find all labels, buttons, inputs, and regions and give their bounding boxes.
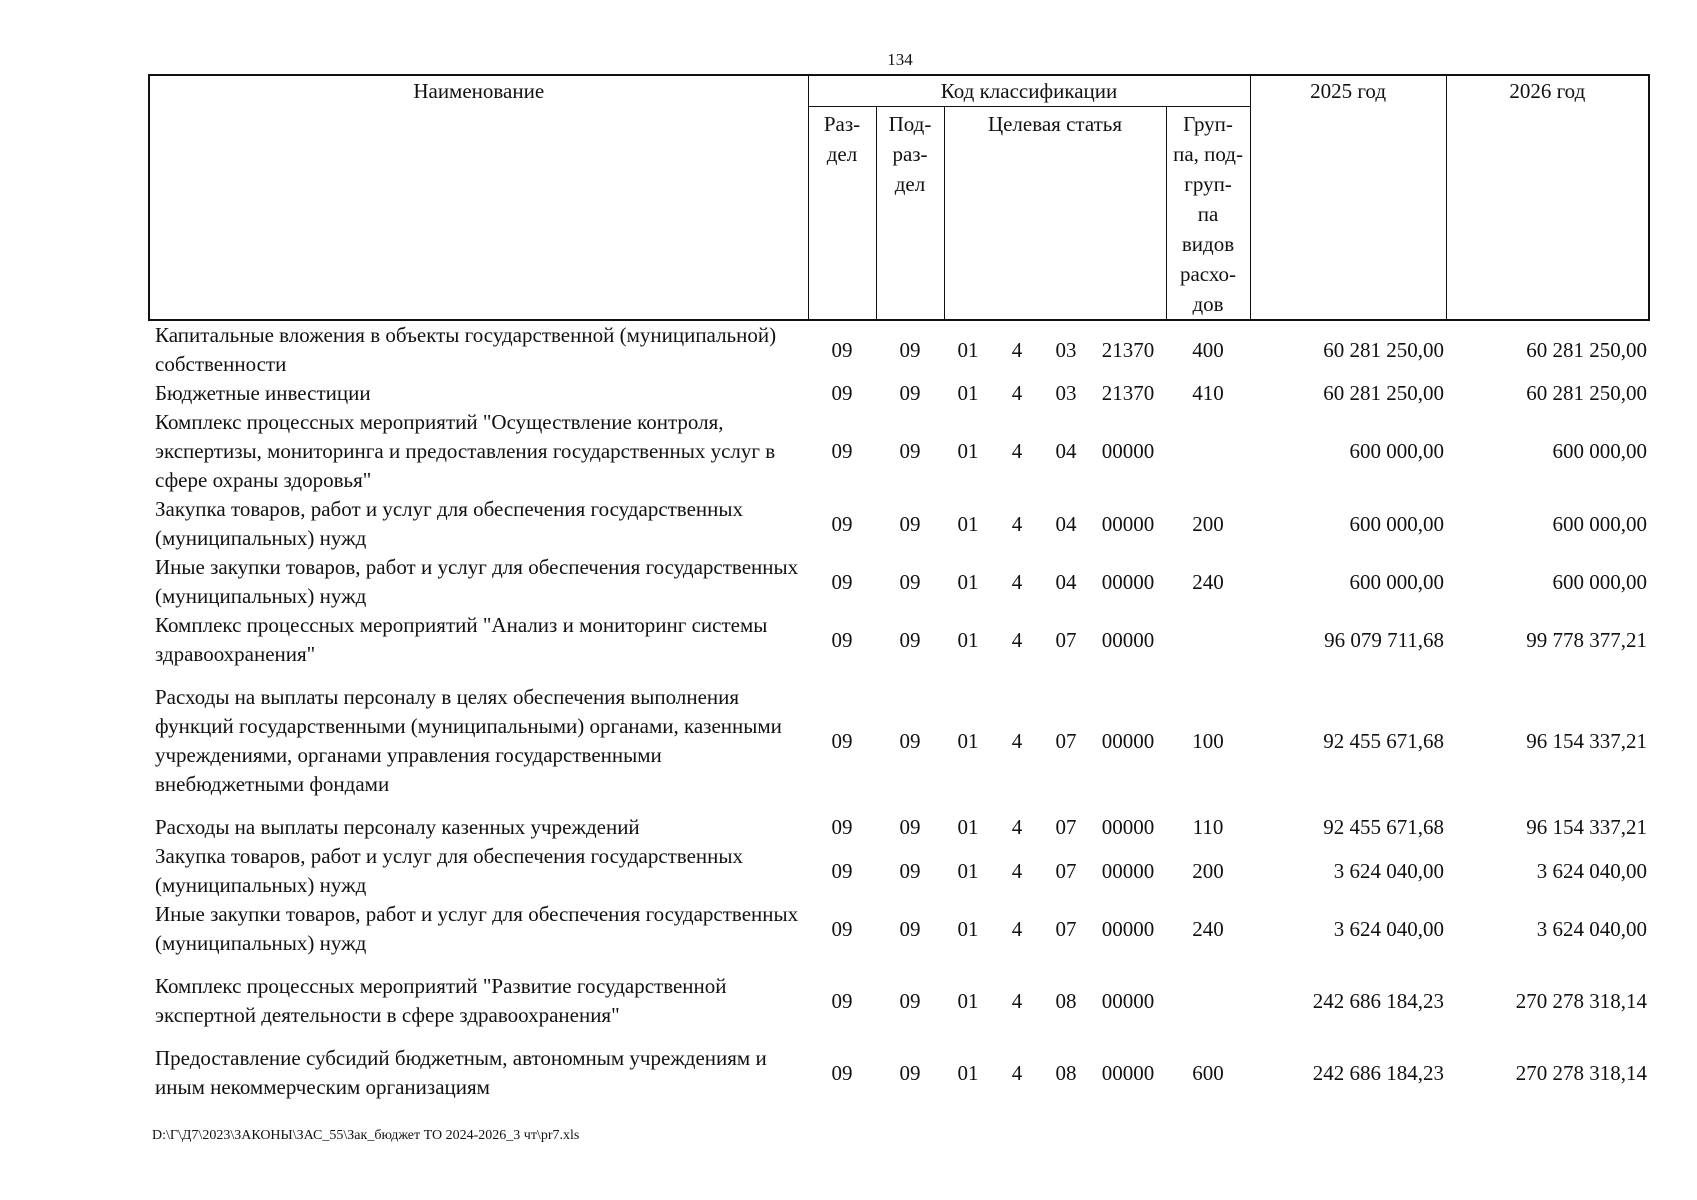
row-program: 01 [957, 337, 979, 362]
row-podrazdel: 09 [899, 1060, 921, 1085]
row-amount-2025: 92 455 671,68 [1323, 815, 1445, 839]
row-program: 01 [957, 916, 979, 941]
row-vid-rashodov: 240 [1192, 916, 1224, 941]
row-complex: 08 [1055, 988, 1077, 1013]
row-name: Расходы на выплаты персоналу в целях обеспечения выполнения функций государственными (муниципальными) органами, казенными учреждениями, органами управления государственными внебюджетными фондами [155, 685, 782, 796]
row-name: Иные закупки товаров, работ и услуг для обеспечения государственных (муниципальных) нужд [155, 555, 799, 608]
header-podrazdel-line: дел [894, 172, 926, 196]
table-row [149, 495, 1649, 553]
row-type: 4 [1011, 627, 1023, 652]
row-razdel: 09 [831, 988, 853, 1013]
header-gruppa [1166, 107, 1250, 321]
header-razdel-line: дел [826, 142, 858, 166]
row-amount-2026: 3 624 040,00 [1536, 858, 1648, 883]
header-name: Наименование [149, 75, 808, 320]
row-amount-2026: 270 278 318,14 [1515, 1060, 1648, 1085]
header-podrazdel-line: Под- [888, 112, 932, 136]
row-amount-2026: 270 278 318,14 [1515, 988, 1648, 1013]
row-vid-rashodov [1166, 972, 1250, 1044]
row-type: 4 [1011, 1060, 1023, 1085]
row-complex: 04 [1055, 439, 1077, 463]
row-type: 4 [1011, 728, 1023, 753]
row-vid-rashodov [1166, 408, 1250, 495]
row-direction: 00000 [1101, 1060, 1155, 1085]
row-name: Комплекс процессных мероприятий "Анализ и мониторинг системы здравоохранения" [155, 613, 768, 666]
header-razdel [808, 107, 876, 321]
row-amount-2025: 3 624 040,00 [1333, 858, 1445, 883]
table-row [149, 408, 1649, 495]
row-name: Комплекс процессных мероприятий "Осуществление контроля, экспертизы, мониторинга и предоставления государственных услуг в сфере охраны здоровья" [155, 410, 776, 492]
row-razdel: 09 [831, 569, 853, 594]
row-complex: 03 [1055, 337, 1077, 362]
row-amount-2025: 96 079 711,68 [1324, 627, 1445, 652]
row-podrazdel: 09 [899, 511, 921, 536]
row-name: Предоставление субсидий бюджетным, автономным учреждениям и иным некоммерческим организациям [155, 1046, 767, 1099]
row-type: 4 [1011, 381, 1023, 405]
row-vid-rashodov [1166, 611, 1250, 683]
row-amount-2026: 99 778 377,21 [1526, 627, 1648, 652]
row-program: 01 [957, 381, 979, 405]
row-name: Закупка товаров, работ и услуг для обеспечения государственных (муниципальных) нужд [155, 497, 744, 550]
row-podrazdel: 09 [899, 988, 921, 1013]
row-direction: 00000 [1101, 511, 1155, 536]
row-direction: 21370 [1101, 337, 1155, 362]
row-program: 01 [957, 439, 979, 463]
row-amount-2025: 600 000,00 [1349, 569, 1445, 594]
row-type: 4 [1011, 988, 1023, 1013]
row-amount-2025: 600 000,00 [1349, 511, 1445, 536]
row-podrazdel: 09 [899, 439, 921, 463]
header-gruppa-line: дов [1192, 292, 1224, 316]
row-complex: 07 [1055, 916, 1077, 941]
table-row [149, 379, 1649, 408]
row-amount-2026: 600 000,00 [1552, 569, 1648, 594]
row-razdel: 09 [831, 337, 853, 362]
row-direction: 00000 [1101, 728, 1155, 753]
row-amount-2025: 60 281 250,00 [1323, 337, 1445, 362]
row-complex: 07 [1055, 858, 1077, 883]
header-gruppa-line: видов [1181, 232, 1235, 256]
row-type: 4 [1011, 439, 1023, 463]
row-complex: 08 [1055, 1060, 1077, 1085]
row-complex: 07 [1055, 728, 1077, 753]
row-podrazdel: 09 [899, 728, 921, 753]
row-direction: 00000 [1101, 988, 1155, 1013]
row-name: Расходы на выплаты персоналу казенных учреждений [155, 815, 640, 839]
row-direction: 00000 [1101, 858, 1155, 883]
header-gruppa-line: па [1197, 202, 1219, 226]
row-vid-rashodov: 110 [1192, 815, 1224, 839]
row-complex: 04 [1055, 511, 1077, 536]
row-razdel: 09 [831, 728, 853, 753]
row-vid-rashodov: 400 [1192, 337, 1224, 362]
row-type: 4 [1011, 569, 1023, 594]
header-year-2026: 2026 год [1446, 75, 1649, 320]
header-podrazdel [876, 107, 944, 321]
header-podrazdel-line: раз- [892, 142, 928, 166]
table-row [149, 553, 1649, 611]
row-direction: 00000 [1101, 439, 1155, 463]
table-row [149, 611, 1649, 683]
row-razdel: 09 [831, 439, 853, 463]
row-vid-rashodov: 100 [1192, 728, 1224, 753]
header-gruppa-line: груп- [1184, 172, 1232, 196]
row-program: 01 [957, 627, 979, 652]
table-row [149, 320, 1649, 379]
row-name: Капитальные вложения в объекты государственной (муниципальной) собственности [155, 323, 777, 376]
table-header [149, 75, 1649, 320]
table-body [149, 320, 1649, 1102]
row-vid-rashodov: 600 [1192, 1060, 1224, 1085]
header-gruppa-line: Груп- [1183, 112, 1233, 136]
header-gruppa-line: па, под- [1173, 142, 1243, 166]
row-amount-2025: 3 624 040,00 [1333, 916, 1445, 941]
row-amount-2026: 96 154 337,21 [1526, 728, 1648, 753]
table-row [149, 683, 1649, 813]
budget-table [148, 74, 1650, 1102]
row-program: 01 [957, 815, 979, 839]
row-amount-2026: 96 154 337,21 [1526, 815, 1648, 839]
row-type: 4 [1011, 916, 1023, 941]
row-razdel: 09 [831, 627, 853, 652]
row-program: 01 [957, 858, 979, 883]
row-razdel: 09 [831, 916, 853, 941]
row-complex: 07 [1055, 627, 1077, 652]
row-razdel: 09 [831, 815, 853, 839]
row-amount-2025: 242 686 184,23 [1312, 1060, 1445, 1085]
row-type: 4 [1011, 511, 1023, 536]
row-podrazdel: 09 [899, 858, 921, 883]
row-name: Иные закупки товаров, работ и услуг для обеспечения государственных (муниципальных) нужд [155, 902, 799, 955]
row-name: Комплекс процессных мероприятий "Развитие государственной экспертной деятельности в сфере здравоохранения" [155, 974, 727, 1027]
row-razdel: 09 [831, 381, 853, 405]
budget-table-wrapper [148, 74, 1648, 1102]
row-complex: 07 [1055, 815, 1077, 839]
row-amount-2026: 60 281 250,00 [1526, 337, 1648, 362]
row-amount-2026: 60 281 250,00 [1526, 381, 1648, 405]
row-vid-rashodov: 240 [1192, 569, 1224, 594]
row-direction: 00000 [1101, 815, 1155, 839]
row-amount-2025: 600 000,00 [1349, 439, 1445, 463]
table-row [149, 900, 1649, 972]
header-year-2025: 2025 год [1250, 75, 1446, 320]
row-podrazdel: 09 [899, 815, 921, 839]
row-program: 01 [957, 569, 979, 594]
file-path-footer: D:\Г\Д7\2023\ЗАКОНЫ\ЗАС_55\Зак_бюджет ТО 2024-2026_3 чт\pr7.xls [152, 1128, 580, 1143]
page-number: 134 [887, 50, 913, 69]
row-amount-2026: 3 624 040,00 [1536, 916, 1648, 941]
row-complex: 04 [1055, 569, 1077, 594]
row-type: 4 [1011, 337, 1023, 362]
row-amount-2026: 600 000,00 [1552, 511, 1648, 536]
row-vid-rashodov: 410 [1192, 381, 1224, 405]
table-row [149, 813, 1649, 842]
row-podrazdel: 09 [899, 381, 921, 405]
row-razdel: 09 [831, 1060, 853, 1085]
row-program: 01 [957, 988, 979, 1013]
row-podrazdel: 09 [899, 627, 921, 652]
row-amount-2025: 60 281 250,00 [1323, 381, 1445, 405]
header-gruppa-line: расхо- [1179, 262, 1237, 286]
row-razdel: 09 [831, 511, 853, 536]
table-row [149, 972, 1649, 1044]
row-razdel: 09 [831, 858, 853, 883]
row-name: Закупка товаров, работ и услуг для обеспечения государственных (муниципальных) нужд [155, 844, 744, 897]
row-amount-2025: 92 455 671,68 [1323, 728, 1445, 753]
row-podrazdel: 09 [899, 569, 921, 594]
row-type: 4 [1011, 858, 1023, 883]
row-direction: 00000 [1101, 569, 1155, 594]
row-name: Бюджетные инвестиции [155, 381, 371, 405]
table-row [149, 842, 1649, 900]
row-direction: 21370 [1101, 381, 1155, 405]
row-podrazdel: 09 [899, 337, 921, 362]
row-direction: 00000 [1101, 916, 1155, 941]
row-program: 01 [957, 728, 979, 753]
row-vid-rashodov: 200 [1192, 511, 1224, 536]
row-direction: 00000 [1101, 627, 1155, 652]
row-program: 01 [957, 1060, 979, 1085]
row-type: 4 [1011, 815, 1023, 839]
row-podrazdel: 09 [899, 916, 921, 941]
row-amount-2026: 600 000,00 [1552, 439, 1648, 463]
table-row [149, 1044, 1649, 1102]
header-razdel-line: Раз- [823, 112, 861, 136]
header-classification: Код классификации [808, 75, 1250, 107]
row-vid-rashodov: 200 [1192, 858, 1224, 883]
row-program: 01 [957, 511, 979, 536]
header-tselevaya-statya: Целевая статья [944, 107, 1166, 321]
row-amount-2025: 242 686 184,23 [1312, 988, 1445, 1013]
row-complex: 03 [1055, 381, 1077, 405]
